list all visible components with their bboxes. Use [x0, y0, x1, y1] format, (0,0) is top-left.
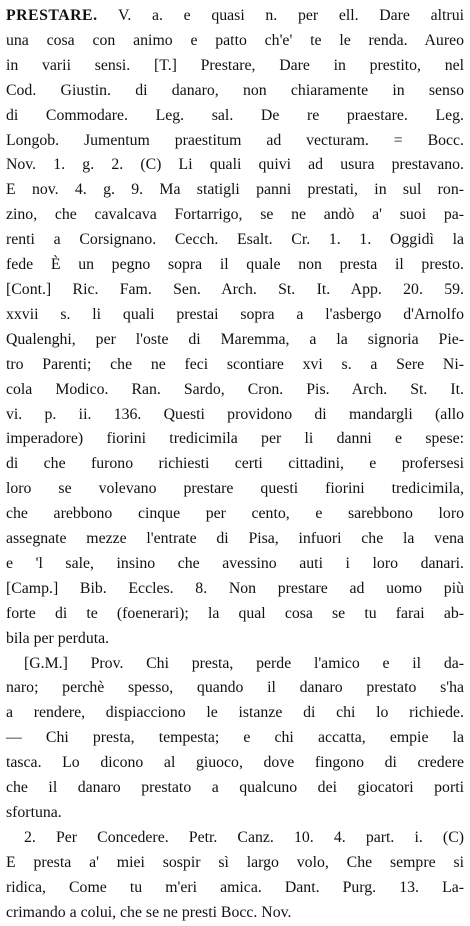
entry-text-line [6, 602, 464, 627]
entry-text-line [6, 129, 464, 154]
entry-text-line [6, 153, 464, 178]
entry-text-line [6, 278, 464, 303]
entry-text-line [6, 253, 464, 278]
line-text: forte di te (foenerari); la qual cosa se tu farai ab- [6, 604, 464, 622]
entry-text-line [6, 577, 464, 602]
line-text: cola Modico. Ran. Sardo, Cron. Pis. Arch. St. It. [6, 380, 464, 398]
entry-text-line [6, 452, 464, 477]
line-text: sfortuna. [6, 804, 62, 821]
entry-text-line [6, 4, 464, 29]
headword: PRESTARE. [6, 7, 98, 24]
entry-text-line [6, 876, 464, 901]
entry-text-line [6, 228, 464, 253]
line-text: tro Parenti; che ne feci scontiare xvi s. a Sere Ni- [6, 355, 464, 373]
entry-text-line [6, 527, 464, 552]
entry-text-line [6, 627, 464, 652]
line-text: E presta a' miei sospir sì largo volo, Che sempre si [6, 853, 464, 871]
line-text: una cosa con animo e patto ch'e' te le renda. Aureo [6, 31, 464, 49]
line-text: assegnate mezze l'entrate di Pisa, infuori che la vena [6, 530, 464, 548]
line-text: V. a. e quasi n. per ell. Dare altrui [117, 7, 464, 24]
entry-text-line [6, 178, 464, 203]
entry-text-line [6, 303, 464, 328]
line-text: naro; perchè spesso, quando il danaro prestato s'ha [6, 679, 464, 697]
entry-text-line [6, 552, 464, 577]
line-text: [Cont.] Ric. Fam. Sen. Arch. St. It. App. 20. 59. [6, 280, 464, 298]
line-text: tasca. Lo dicono al giuoco, dove fingono di credere [6, 754, 464, 772]
line-text: vi. p. ii. 136. Questi providono di mandargli (allo [6, 405, 464, 423]
line-text: renti a Corsignano. Cecch. Esalt. Cr. 1. 1. Oggidì la [6, 231, 464, 249]
entry-text-line [6, 29, 464, 54]
line-text: Cod. Giustin. di danaro, non chiaramente in senso [6, 81, 464, 99]
line-text: ridica, Come tu m'eri amica. Dant. Purg. 13. La- [6, 878, 464, 896]
line-text: di Commodare. Leg. sal. De re praestare. Leg. [6, 106, 464, 124]
dictionary-entry-prestare [6, 4, 464, 926]
line-text: e 'l sale, insino che avessino auti i loro danari. [6, 554, 464, 572]
entry-text-line [6, 378, 464, 403]
line-text: a rendere, dispiacciono le istanze di chi lo richiede. [6, 704, 464, 722]
entry-text-line [6, 328, 464, 353]
entry-text-line [6, 104, 464, 129]
dictionary-page [6, 4, 464, 926]
line-text: [G.M.] Prov. Chi presta, perde l'amico e il da- [24, 654, 464, 672]
line-text: xxvii s. li quali prestai sopra a l'asbergo d'Arnolfo [6, 305, 464, 323]
entry-text-line [6, 751, 464, 776]
line-text: zino, che cavalcava Fortarrigo, se ne andò a' suoi pa- [6, 206, 464, 224]
line-text: 2. Per Concedere. Petr. Canz. 10. 4. part. i. (C) [24, 828, 464, 846]
entry-paragraph-definition [6, 4, 464, 652]
line-text: — Chi presta, tempesta; e chi accatta, empie la [6, 729, 464, 747]
line-text: imperadore) fiorini tredicimila per li danni e spese: [6, 430, 464, 448]
line-text: Longob. Jumentum praestitum ad vecturam. = Bocc. [6, 131, 464, 149]
entry-text-line [6, 901, 464, 926]
entry-text-line [6, 776, 464, 801]
entry-text-line [6, 851, 464, 876]
line-text: di che furono richiesti certi cittadini, e profersesi [6, 455, 464, 473]
line-text: Nov. 1. g. 2. (C) Li quali quivi ad usura prestavano. [6, 156, 464, 174]
entry-text-line [6, 427, 464, 452]
entry-text-line [6, 79, 464, 104]
entry-paragraph-sense-2 [6, 826, 464, 926]
line-text: in varii sensi. [T.] Prestare, Dare in prestito, nel [6, 56, 464, 74]
line-text: fede È un pegno sopra il quale non presta il presto. [6, 256, 464, 274]
entry-text-line [6, 726, 464, 751]
entry-text-line [6, 652, 464, 677]
entry-paragraph-proverb [6, 652, 464, 826]
line-text: Qualenghi, per l'oste di Maremma, a la signoria Pie- [6, 330, 464, 348]
line-text: che arebbono cinque per cento, e sarebbono loro [6, 505, 464, 523]
line-text: [Camp.] Bib. Eccles. 8. Non prestare ad uomo più [6, 579, 464, 597]
entry-text-line [6, 701, 464, 726]
entry-text-line [6, 502, 464, 527]
entry-text-line [6, 403, 464, 428]
line-text: loro se volevano prestare questi fiorini tredicimila, [6, 480, 464, 498]
entry-text-line [6, 54, 464, 79]
entry-text-line [6, 676, 464, 701]
line-text: bila per perduta. [6, 629, 110, 647]
entry-text-line [6, 477, 464, 502]
entry-text-line [6, 801, 464, 826]
entry-text-line [6, 826, 464, 851]
entry-text-line [6, 203, 464, 228]
line-text: che il danaro prestato a qualcuno dei giocatori porti [6, 779, 464, 797]
entry-text-line [6, 353, 464, 378]
line-text: crimando a colui, che se ne presti Bocc. Nov. [6, 903, 292, 921]
line-text: E nov. 4. g. 9. Ma statigli panni prestati, in sul ron- [6, 181, 464, 199]
